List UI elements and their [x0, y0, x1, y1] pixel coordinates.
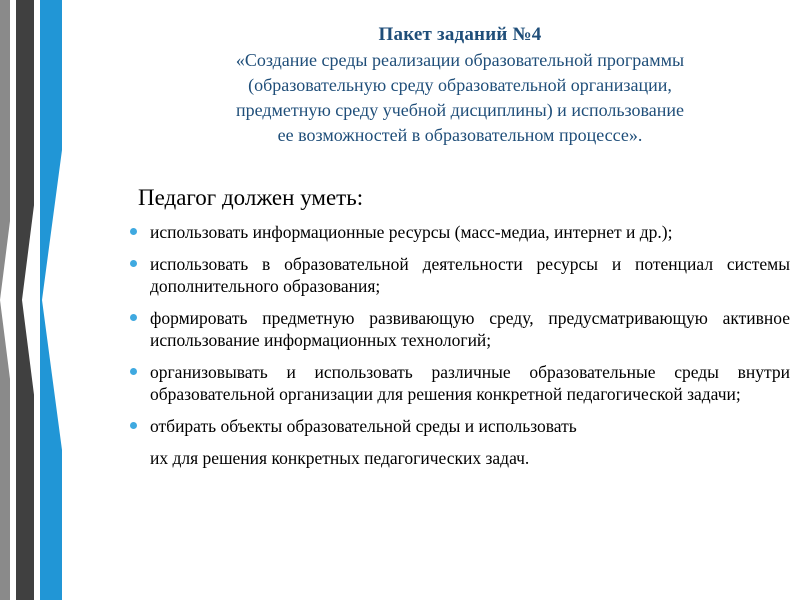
bullet-dot-icon	[130, 422, 137, 429]
bullet-list	[110, 221, 800, 437]
bullet-dot-icon	[130, 368, 137, 375]
title-line-4: предметную среду учебной дисциплины) и использование	[235, 100, 685, 120]
list-item-text: организовывать и использовать различные образовательные среды внутри образовательной организации для решения конкретной педагогической задачи;	[150, 362, 790, 404]
list-item-text: формировать предметную развивающую среду, предусматривающую активное использование информационных технологий;	[150, 308, 790, 350]
list-item	[110, 221, 800, 243]
list-item	[110, 415, 800, 437]
bullet-dot-icon	[130, 228, 137, 235]
title-line-3: (образовательную среду образовательной организации,	[248, 75, 672, 95]
decorative-chevrons	[0, 0, 120, 600]
title-line-2: «Создание среды реализации образовательной программы	[235, 50, 685, 70]
list-item-text: отбирать объекты образовательной среды и использовать	[150, 416, 577, 436]
lead-text: Педагог должен уметь:	[138, 185, 364, 210]
list-item	[110, 253, 800, 297]
slide-content	[110, 0, 800, 600]
chevron-graphic	[0, 0, 120, 600]
list-item	[110, 361, 800, 405]
bullet-dot-icon	[130, 314, 137, 321]
list-item-text: использовать информационные ресурсы (масс-медиа, интернет и др.);	[150, 222, 673, 242]
title-line-1: Пакет заданий №4	[378, 24, 542, 45]
slide-title	[150, 22, 770, 147]
list-item	[110, 307, 800, 351]
title-line-5: ее возможностей в образовательном процессе».	[277, 125, 643, 145]
bullet-dot-icon	[130, 260, 137, 267]
list-item-text: использовать в образовательной деятельности ресурсы и потенциал системы дополнительного образования;	[150, 254, 790, 296]
continuation-text: их для решения конкретных педагогических задач.	[150, 448, 530, 468]
slide-body	[110, 185, 800, 469]
